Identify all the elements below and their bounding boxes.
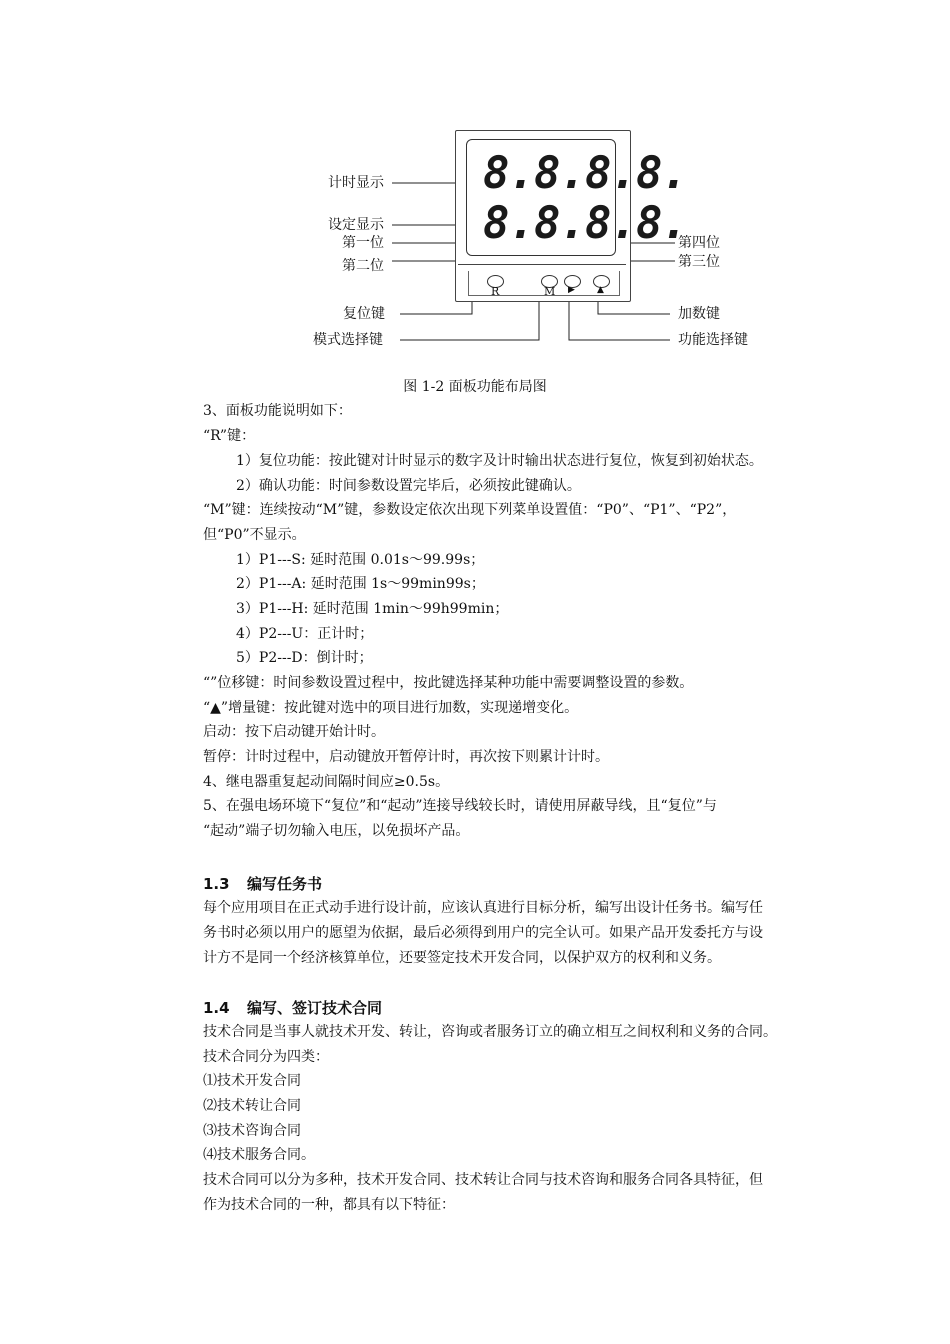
label-increase-key: 加数键	[678, 306, 720, 322]
section-title: 编写、签订技术合同	[247, 999, 383, 1017]
body-line: 1）复位功能：按此键对计时显示的数字及计时输出状态进行复位，恢复到初始状态。	[236, 453, 763, 469]
body-line: 2）P1---A: 延时范围 1s～99min99s；	[236, 576, 485, 592]
body-line: “M”键：连续按动“M”键，参数设定依次出现下列菜单设置值：“P0”、“P1”、“P2”，	[203, 502, 737, 518]
body-line: “R”键：	[203, 428, 256, 444]
section-heading-1-4	[203, 997, 382, 1018]
display-screen	[466, 139, 687, 256]
setting-display-digits: 8.8.8.8.	[483, 198, 687, 249]
section-1-4-line: 技术合同是当事人就技术开发、转让，咨询或者服务订立的确立相互之间权利和义务的合同。	[203, 1024, 777, 1040]
timing-display-digits: 8.8.8.8.	[483, 148, 687, 199]
body-line: 1）P1---S: 延时范围 0.01s～99.99s；	[236, 552, 485, 568]
body-line: “▲”增量键：按此键对选中的项目进行加数，实现递增变化。	[203, 700, 579, 716]
section-1-4-line: 技术合同可以分为多种，技术开发合同、技术转让合同与技术咨询和服务合同各具特征，但	[203, 1172, 763, 1188]
label-digit-1: 第一位	[342, 235, 384, 251]
body-line: “”位移键：时间参数设置过程中，按此键选择某种功能中需要调整设置的参数。	[203, 675, 694, 691]
shift-key-icon: ▶	[568, 285, 575, 295]
section-heading-1-3	[203, 873, 322, 894]
body-line: 但“P0”不显示。	[203, 527, 306, 543]
section-number: 1.3	[203, 875, 230, 893]
reset-key-label: R	[491, 285, 500, 298]
section-1-3-line: 计方不是同一个经济核算单位，还要签定技术开发合同，以保护双方的权利和义务。	[203, 950, 721, 966]
body-line: 4）P2---U：正计时；	[236, 626, 374, 642]
label-mode-key: 模式选择键	[313, 332, 383, 348]
body-line: 2）确认功能：时间参数设置完毕后，必须按此键确认。	[236, 478, 581, 494]
keypad	[458, 264, 626, 298]
list-item: ⑷技术服务合同。	[203, 1147, 315, 1163]
body-line: 启动：按下启动键开始计时。	[203, 724, 385, 740]
section-title: 编写任务书	[247, 875, 323, 893]
panel-layout-figure	[310, 126, 760, 356]
section-number: 1.4	[203, 999, 230, 1017]
section-1-3-line: 务书时必须以用户的愿望为依据，最后必须得到用户的完全认可。如果产品开发委托方与设	[203, 925, 763, 941]
body-line: 3）P1---H: 延时范围 1min～99h99min；	[236, 601, 509, 617]
list-item: ⑴技术开发合同	[203, 1073, 301, 1089]
body-line: “起动”端子切勿输入电压，以免损坏产品。	[203, 823, 470, 839]
label-digit-2: 第二位	[342, 258, 384, 274]
label-setting-display: 设定显示	[328, 217, 384, 233]
timer-panel	[455, 130, 687, 302]
label-function-key: 功能选择键	[678, 332, 748, 348]
label-digit-4: 第四位	[678, 235, 720, 251]
list-item: ⑵技术转让合同	[203, 1098, 301, 1114]
body-line: 5、在强电场环境下“复位”和“起动”连接导线较长时，请使用屏蔽导线，且“复位”与	[203, 798, 717, 814]
label-reset-key: 复位键	[343, 306, 385, 322]
body-line: 3、面板功能说明如下：	[203, 403, 352, 419]
label-timing-display: 计时显示	[328, 175, 384, 191]
section-1-3-line: 每个应用项目在正式动手进行设计前，应该认真进行目标分析，编写出设计任务书。编写任	[203, 900, 763, 916]
increase-key-icon: ▲	[597, 285, 604, 295]
section-1-4-line: 技术合同分为四类：	[203, 1049, 329, 1065]
label-digit-3: 第三位	[678, 254, 720, 270]
body-line: 5）P2---D：倒计时；	[236, 650, 373, 666]
section-1-4-line: 作为技术合同的一种，都具有以下特征：	[203, 1197, 455, 1213]
body-line: 4、继电器重复起动间隔时间应≥0.5s。	[203, 774, 450, 790]
body-line: 暂停：计时过程中，启动键放开暂停计时，再次按下则累计计时。	[203, 749, 609, 765]
keypad-frame	[468, 271, 620, 296]
list-item: ⑶技术咨询合同	[203, 1123, 301, 1139]
mode-key-label: M	[544, 285, 556, 298]
figure-caption: 图 1-2 面板功能布局图	[403, 379, 547, 395]
